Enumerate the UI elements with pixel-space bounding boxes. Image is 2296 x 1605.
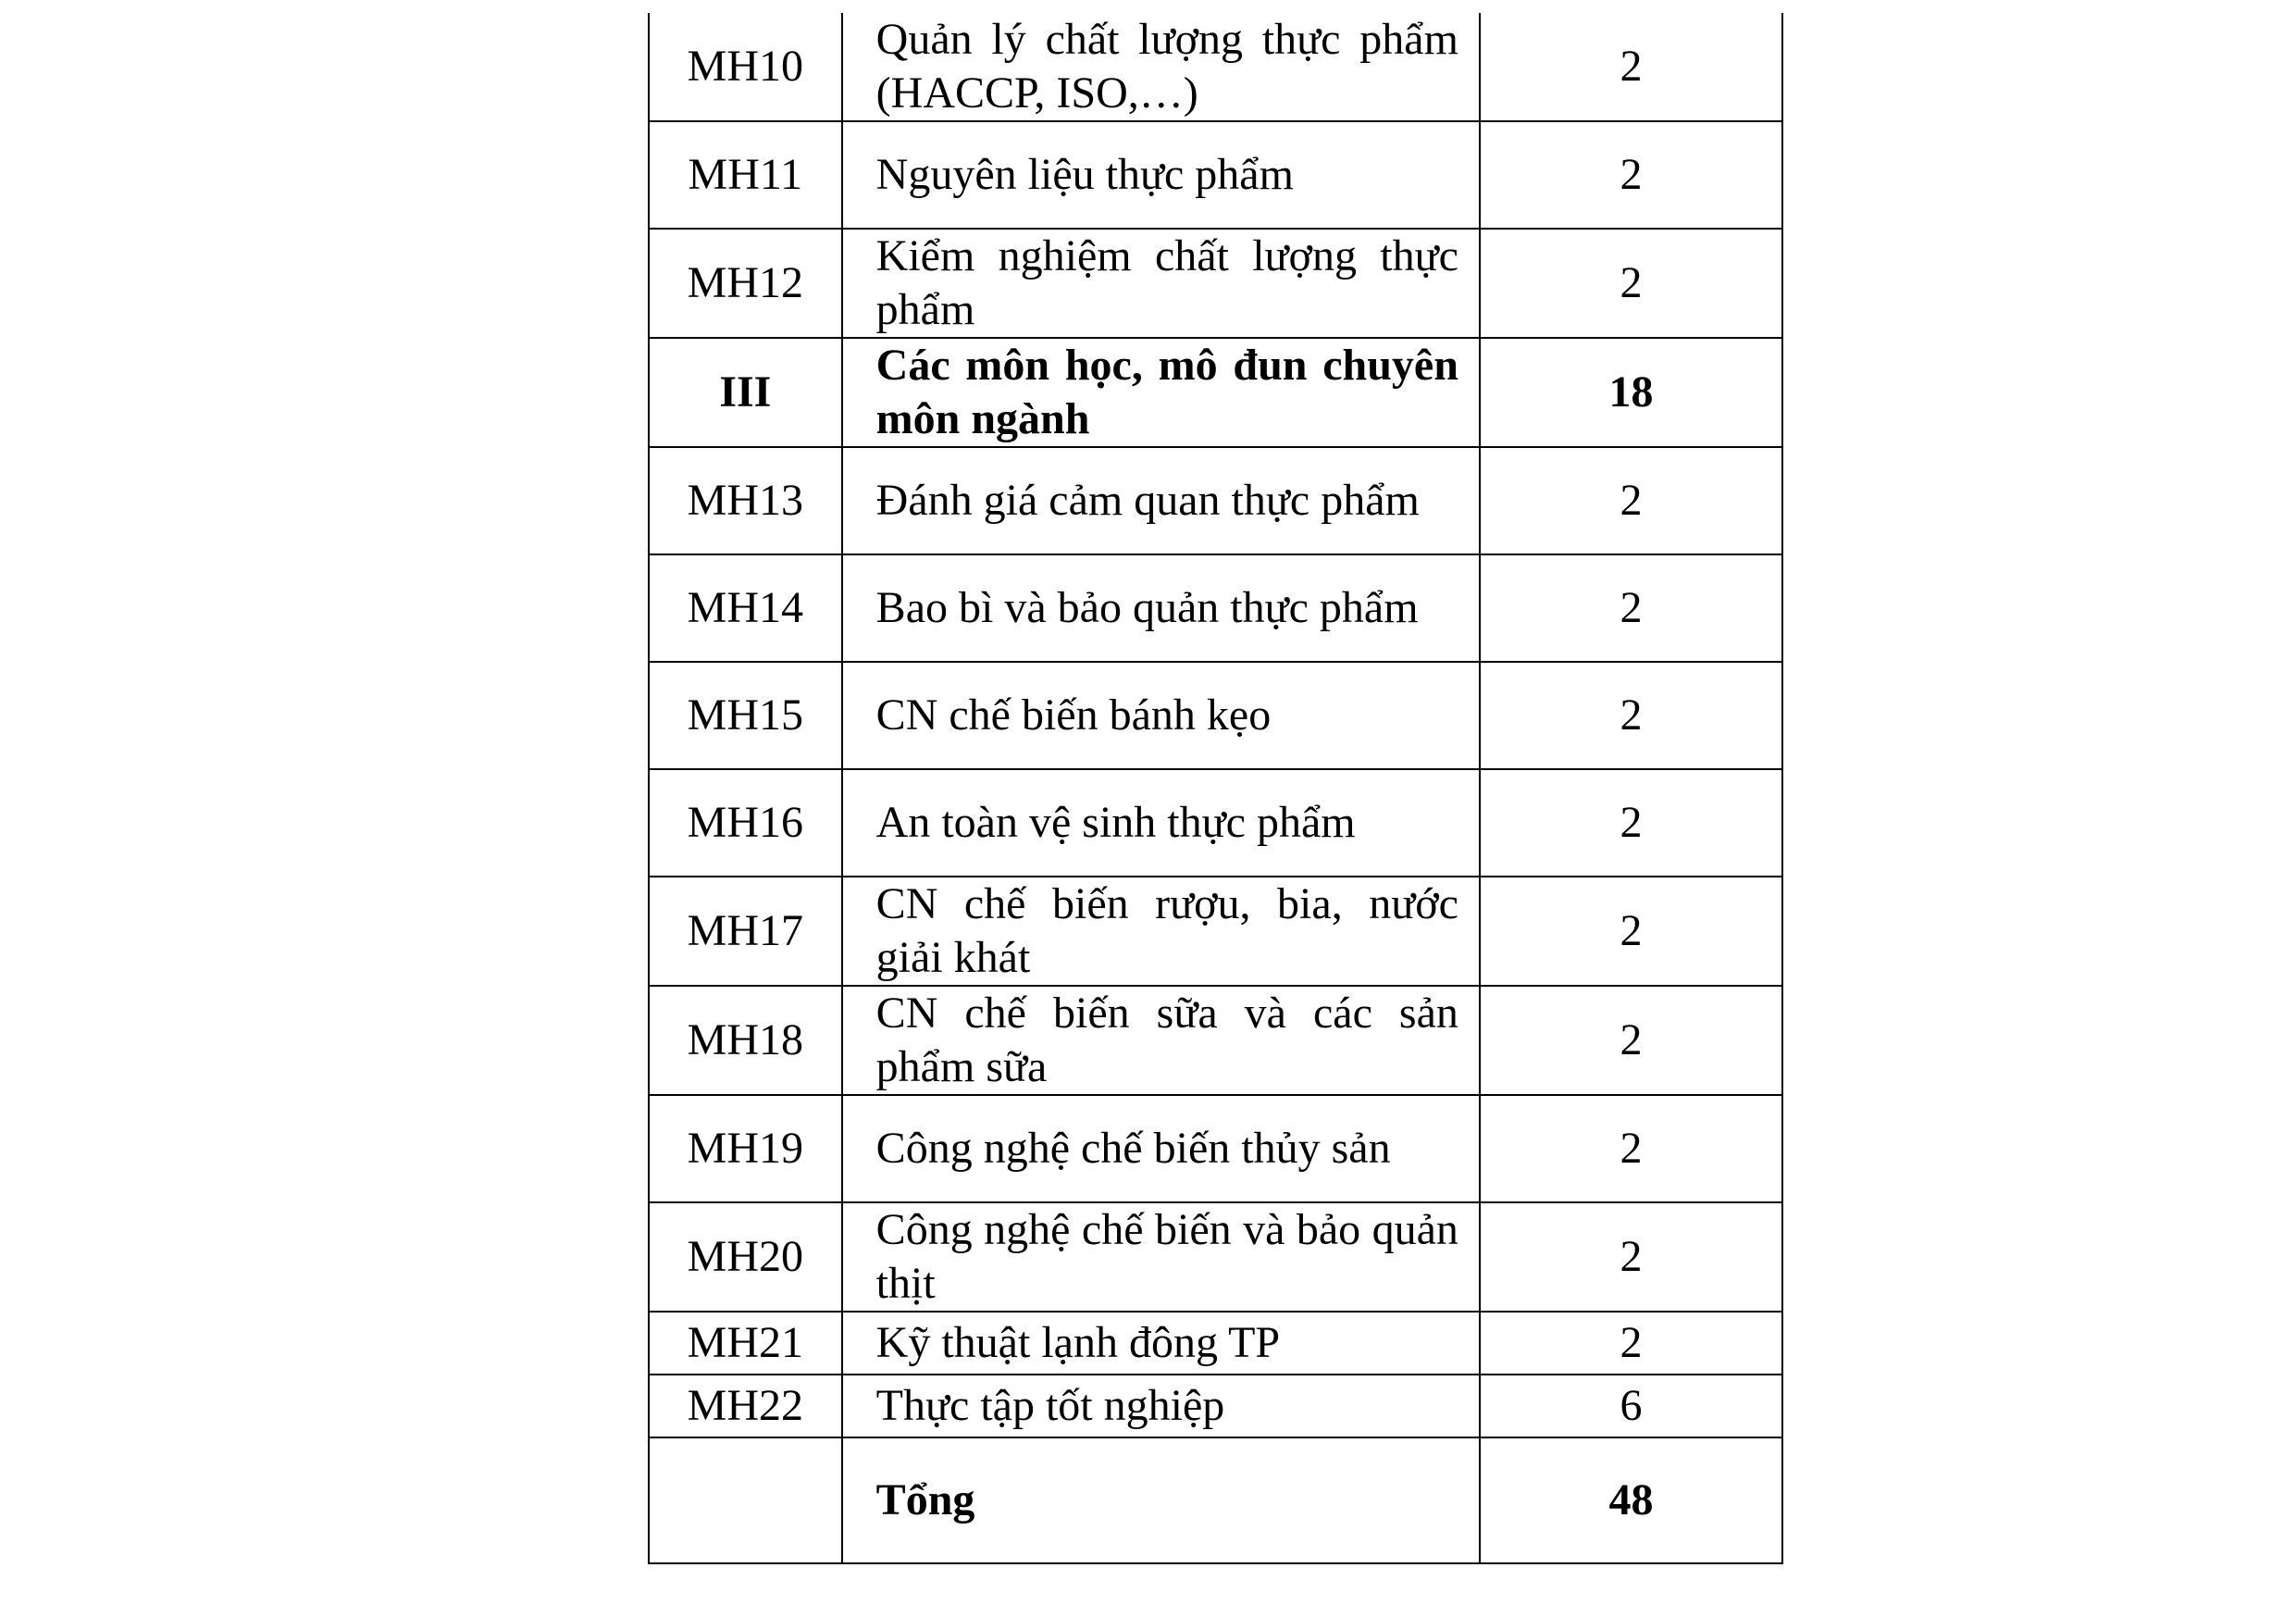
subject-code: MH11 bbox=[649, 121, 842, 229]
subject-code: MH19 bbox=[649, 1095, 842, 1202]
section-header-row bbox=[649, 338, 1782, 447]
table-row bbox=[649, 986, 1782, 1095]
subject-code: MH20 bbox=[649, 1202, 842, 1312]
subject-name: Đánh giá cảm quan thực phẩm bbox=[842, 447, 1480, 554]
credit-count: 6 bbox=[1480, 1375, 1782, 1437]
credit-count: 2 bbox=[1480, 447, 1782, 554]
table-row bbox=[649, 1312, 1782, 1375]
credit-count: 2 bbox=[1480, 121, 1782, 229]
table-row bbox=[649, 447, 1782, 554]
credit-count: 2 bbox=[1480, 1312, 1782, 1375]
table-row bbox=[649, 662, 1782, 769]
subject-code: MH17 bbox=[649, 877, 842, 986]
credit-count: 2 bbox=[1480, 662, 1782, 769]
table-row bbox=[649, 769, 1782, 877]
table-row bbox=[649, 1202, 1782, 1312]
credit-count: 2 bbox=[1480, 554, 1782, 662]
total-credits: 48 bbox=[1480, 1437, 1782, 1563]
subject-code: MH18 bbox=[649, 986, 842, 1095]
subject-name: Nguyên liệu thực phẩm bbox=[842, 121, 1480, 229]
subject-code: MH21 bbox=[649, 1312, 842, 1375]
table-row bbox=[649, 121, 1782, 229]
table-row bbox=[649, 229, 1782, 338]
total-label: Tổng bbox=[842, 1437, 1480, 1563]
subject-code: MH12 bbox=[649, 229, 842, 338]
subject-code: MH22 bbox=[649, 1375, 842, 1437]
subject-code: MH10 bbox=[649, 13, 842, 121]
subject-name: Kiểm nghiệm chất lượng thực phẩm bbox=[842, 229, 1480, 338]
credit-count: 2 bbox=[1480, 1095, 1782, 1202]
total-code bbox=[649, 1437, 842, 1563]
subject-name: Công nghệ chế biến và bảo quản thịt bbox=[842, 1202, 1480, 1312]
credit-count: 2 bbox=[1480, 1202, 1782, 1312]
credit-count: 2 bbox=[1480, 13, 1782, 121]
credit-count: 2 bbox=[1480, 229, 1782, 338]
subject-code: MH14 bbox=[649, 554, 842, 662]
table-row bbox=[649, 13, 1782, 121]
subject-name: Công nghệ chế biến thủy sản bbox=[842, 1095, 1480, 1202]
credit-count: 2 bbox=[1480, 877, 1782, 986]
section-number: III bbox=[649, 338, 842, 447]
subject-name: Thực tập tốt nghiệp bbox=[842, 1375, 1480, 1437]
subject-code: MH13 bbox=[649, 447, 842, 554]
subject-name: Quản lý chất lượng thực phẩm (HACCP, ISO,…) bbox=[842, 13, 1480, 121]
subject-code: MH16 bbox=[649, 769, 842, 877]
total-row bbox=[649, 1437, 1782, 1563]
subject-name: CN chế biến bánh kẹo bbox=[842, 662, 1480, 769]
subject-name: CN chế biến sữa và các sản phẩm sữa bbox=[842, 986, 1480, 1095]
table-row bbox=[649, 1095, 1782, 1202]
section-title: Các môn học, mô đun chuyên môn ngành bbox=[842, 338, 1480, 447]
curriculum-table bbox=[648, 13, 1783, 1564]
table-row bbox=[649, 554, 1782, 662]
table-row bbox=[649, 1375, 1782, 1437]
subject-name: CN chế biến rượu, bia, nước giải khát bbox=[842, 877, 1480, 986]
subject-name: Bao bì và bảo quản thực phẩm bbox=[842, 554, 1480, 662]
section-credit-total: 18 bbox=[1480, 338, 1782, 447]
credit-count: 2 bbox=[1480, 769, 1782, 877]
table-row bbox=[649, 877, 1782, 986]
subject-name: Kỹ thuật lạnh đông TP bbox=[842, 1312, 1480, 1375]
subject-code: MH15 bbox=[649, 662, 842, 769]
credit-count: 2 bbox=[1480, 986, 1782, 1095]
subject-name: An toàn vệ sinh thực phẩm bbox=[842, 769, 1480, 877]
